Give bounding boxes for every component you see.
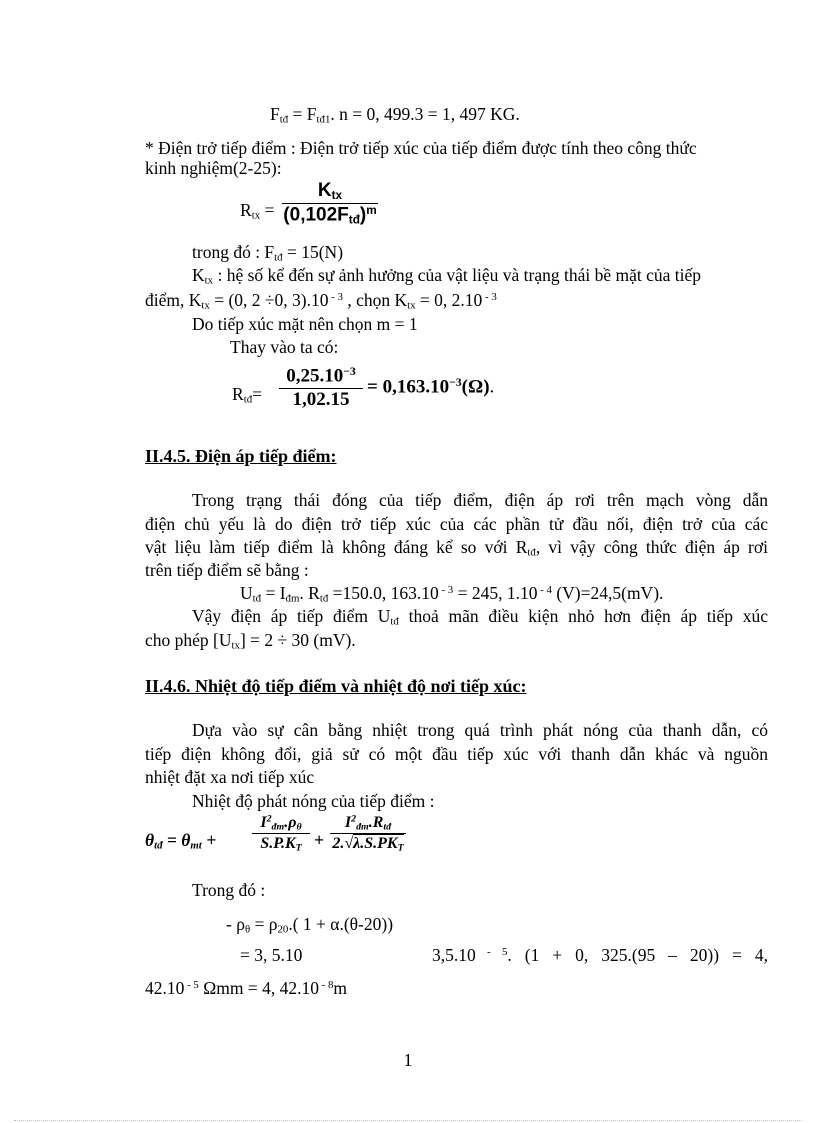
paragraph-contact-resistance-2: kinh nghiệm(2-25): [145, 158, 282, 178]
formula-r-td-fraction [279, 365, 363, 412]
rho-value-right: 3,5.10 $^{- 5}$. (1 + 0, 325.(95 – 20)) = 4, [432, 945, 768, 965]
rho-value-left: = 3, 5.10 [240, 945, 303, 965]
paragraph-temperature-1: Dựa vào sự cân bằng nhiệt trong quá trình phát nóng của thanh dẫn, có [192, 720, 768, 740]
rho-formula: - $\rho_\theta = \rho_{20}$.( 1 + α.(θ-20)) [226, 914, 394, 936]
paragraph-temperature-2: tiếp điện không đổi, giả sử có một đầu tiếp xúc với thanh dẫn khác và nguồn [145, 744, 768, 764]
formula-r-td-result: = $0,163.10^{-3}(\Omega)$. [367, 376, 495, 398]
paragraph-voltage-4: trên tiếp điểm sẽ bằng : [145, 560, 309, 580]
fraction-numerator: $I^2_{đm}.\rho_\theta$ [260, 813, 302, 833]
section-heading-voltage: II.4.5. Điện áp tiếp điểm: [145, 446, 337, 466]
thay-vao: Thay vào ta có: [230, 337, 339, 357]
paragraph-heating: Nhiệt độ phát nóng của tiếp điểm : [192, 791, 435, 811]
paragraph-conclusion-1: Vậy điện áp tiếp điểm $U_{tđ}$ thoả mãn điều kiện nhỏ hơn điện áp tiếp xúc [192, 606, 768, 628]
fraction-numerator: $K_{tx}$ [317, 180, 343, 202]
fraction-numerator: $I^2_{đm}.R_{tđ}$ [344, 813, 392, 833]
fraction-denominator: $(0,102F_{tđ})^m$ [283, 204, 377, 227]
ktx-line-2: điểm, $K_{tx} = (0$, 2 ÷0, 3).10 $^{- 3}$ , chọn $K_{tx} = 0$, 2.10 $^{- 3}$ [145, 290, 497, 312]
do-tiep-xuc: Do tiếp xúc mặt nên chọn m = 1 [192, 314, 418, 334]
fraction-denominator: 1,02.15 [292, 389, 350, 411]
formula-theta-fraction-2 [330, 813, 406, 855]
formula-theta-lhs: $\theta_{tđ} = \theta_{mt}$ + [145, 830, 217, 852]
fraction-numerator: $0,25.10^{-3}$ [286, 365, 356, 387]
trong-do-label: Trong đó : [192, 880, 266, 900]
fraction-denominator: $S.P.K_T$ [260, 835, 302, 854]
formula-f-td: $F_{tđ} = F_{tđ1}$. n = 0, 499.3 = 1, 497 KG. [270, 104, 520, 126]
where-line: trong đó : $F_{tđ} = 15(N)$ [192, 242, 344, 264]
rho-value-final: 42.10 $^{- 5}$ Ωmm = 4, 42.10 $^{- 8}$m [145, 978, 348, 998]
paragraph-conclusion-2: cho phép $[U_{tx}] = 2 \div 30$ (mV). [145, 630, 356, 652]
formula-r-td-lhs: $R_{tđ}=$ [232, 384, 262, 406]
paragraph-voltage-1: Trong trạng thái đóng của tiếp điểm, điện áp rơi trên mạch vòng dẫn [192, 490, 768, 510]
fraction-denominator: $2.√\lambda.S.PK_T$ [332, 835, 404, 854]
paragraph-temperature-3: nhiệt đặt xa nơi tiếp xúc [145, 767, 315, 787]
page-number: 1 [403, 1050, 413, 1070]
formula-u-td: $U_{tđ} = I_{đm}$. $R_{tđ} =150.0$, 163.10 $^{- 3}$ = 245, 1.10 $^{- 4}$ (V)=24,5(mV). [240, 583, 664, 605]
page-bottom-divider [14, 1120, 802, 1121]
formula-theta-plus: + [314, 830, 324, 850]
paragraph-voltage-3: vật liệu làm tiếp điểm là không đáng kể so với $R_{tđ}$, vì vậy công thức điện áp rơi [145, 537, 769, 559]
formula-theta-fraction-1 [252, 813, 310, 855]
paragraph-contact-resistance-1: * Điện trở tiếp điểm : Điện trở tiếp xúc của tiếp điểm được tính theo công thức [145, 138, 697, 158]
formula-r-tx-lhs: $R_{tx}$ = [240, 200, 275, 222]
ktx-line-1: $K_{tx}$ : hệ số kể đến sự ảnh hưởng của vật liệu và trạng thái bề mặt của tiếp [192, 265, 702, 287]
formula-r-tx-fraction [282, 180, 378, 228]
section-heading-temperature: II.4.6. Nhiệt độ tiếp điểm và nhiệt độ nơi tiếp xúc: [145, 676, 527, 696]
paragraph-voltage-2: điện chủ yếu là do điện trở tiếp xúc của các phần tử đầu nối, điện trở của các [145, 514, 768, 534]
